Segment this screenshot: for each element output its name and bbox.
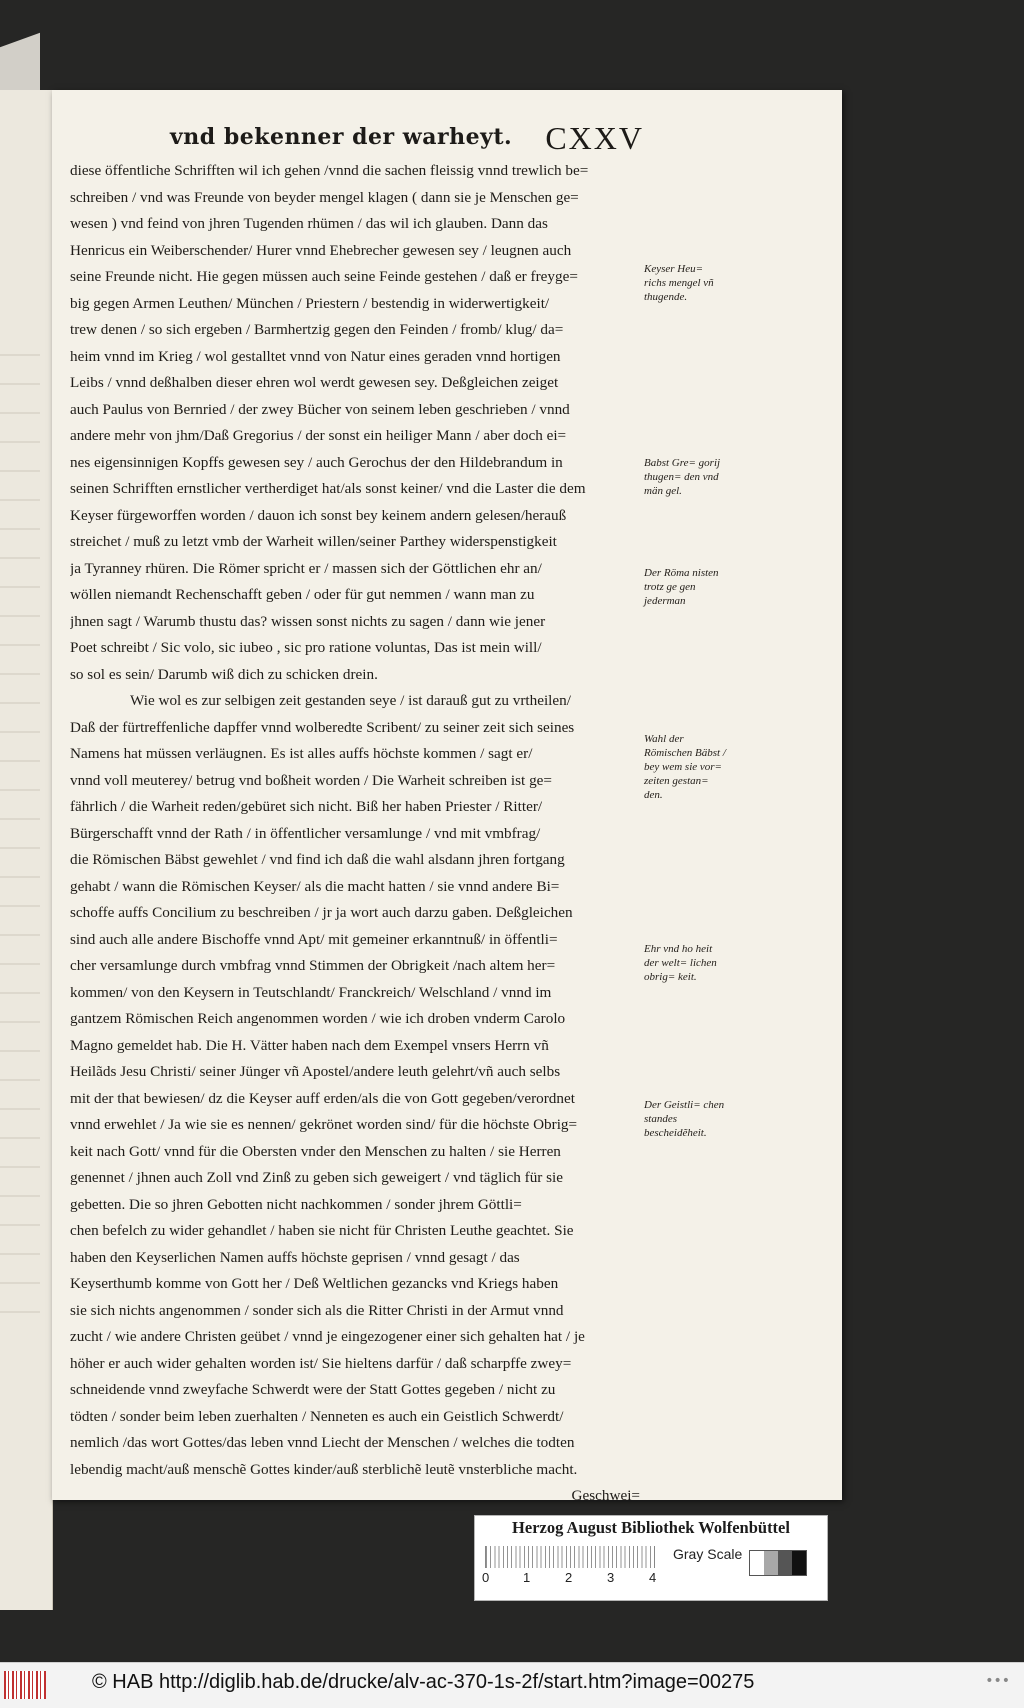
margin-note: Der Röma nisten trotz ge gen jederman — [644, 567, 719, 607]
text-line: so sol es sein/ Darumb wiß dich zu schicken drein. — [70, 665, 378, 683]
text-line: Namens hat müssen verläugnen. Es ist alles auffs höchste kommen / sagt er/ — [70, 745, 533, 762]
library-name: Herzog August Bibliothek Wolfenbüttel — [512, 1518, 790, 1537]
copyright-link[interactable]: © HAB http://diglib.hab.de/drucke/alv-ac-370-1s-2f/start.htm?image=00275 — [92, 1671, 755, 1693]
more-icon[interactable]: ••• — [985, 1673, 1010, 1689]
text-line: andere mehr von jhm/Daß Gregorius / der sonst ein heiliger Mann / aber doch ei= — [70, 427, 567, 444]
text-line: tödten / sonder beim leben zuerhalten / Nenneten es auch ein Geistlich Schwerdt/ — [70, 1407, 564, 1425]
previous-page — [0, 90, 53, 1610]
text-line: Leibs / vnnd deßhalben dieser ehren wol werdt gewesen sey. Deßgleichen zeiget — [70, 374, 559, 391]
text-line: mit der that bewiesen/ dz die Keyser auff erden/als die von Gott gegeben/verordnet — [70, 1089, 575, 1107]
text-line: sie sich nichts angenommen / sonder sich als die Ritter Christi in der Armut vnnd — [70, 1301, 564, 1319]
text-line: seine Freunde nicht. Hie gegen müssen auch seine Feinde gestehen / daß er freyge= — [70, 268, 578, 285]
hab-logo-icon — [4, 1671, 46, 1699]
text-line: keit nach Gott/ vnnd für die Obersten vnder den Menschen zu halten / sie Herren — [70, 1142, 561, 1160]
text-line: Geschwei= — [571, 1487, 640, 1504]
text-line: vnnd erwehlet / Ja wie sie es nennen/ gekrönet worden sind/ für die höchste Obrig= — [70, 1116, 578, 1133]
folio-number: CXXV — [545, 120, 644, 156]
text-line: gebetten. Die so jhren Gebotten nicht nachkommen / sonder jhrem Göttli= — [70, 1195, 522, 1213]
text-line: Bürgerschafft vnnd der Rath / in öffentlicher versamlunge / vnd mit vmbfrag/ — [70, 824, 541, 842]
text-line: nes eigensinnigen Kopffs gewesen sey / auch Gerochus der den Hildebrandum in — [70, 453, 563, 471]
margin-note: Ehr vnd ho heit der welt= lichen obrig= keit. — [644, 943, 717, 983]
text-line: Wie wol es zur selbigen zeit gestanden seye / ist darauß gut zu vrtheilen/ — [130, 692, 571, 709]
text-line: Henricus ein Weiberschender/ Hurer vnnd Ehebrecher gewesen sey / leugnen auch — [70, 241, 572, 259]
body-text — [70, 158, 640, 1510]
text-line: wöllen niemandt Rechenschafft geben / oder für gut nemmen / wann man zu — [70, 586, 535, 603]
gray-swatch — [778, 1551, 792, 1575]
previous-page-bleed-text — [0, 340, 40, 1320]
text-line: haben den Keyserlichen Namen auffs höchste geprisen / vnnd gesagt / das — [70, 1248, 520, 1266]
text-line: schoffe auffs Concilium zu beschreiben / jr ja wort auch darzu gaben. Deßgleichen — [70, 904, 573, 921]
text-line: Poet schreibt / Sic volo, sic iubeo , sic pro ratione voluntas, Das ist mein will/ — [70, 639, 542, 656]
color-reference-card — [474, 1515, 828, 1601]
text-line: trew denen / so sich ergeben / Barmhertzig gegen den Feinden / fromb/ klug/ da= — [70, 321, 564, 338]
text-line: nemlich /das wort Gottes/das leben vnnd Liecht der Menschen / welches die todten — [70, 1434, 575, 1451]
text-line: gehabt / wann die Römischen Keyser/ als die macht hatten / sie vnnd andere Bi= — [70, 877, 560, 895]
text-line: vnnd voll meuterey/ betrug vnd boßheit worden / Die Warheit schreiben ist ge= — [70, 771, 552, 789]
gray-swatch — [750, 1551, 764, 1575]
text-line: cher versamlunge durch vmbfrag vnnd Stimmen der Obrigkeit /nach altem her= — [70, 957, 556, 974]
text-line: zucht / wie andere Christen geübet / vnnd je eingezogener einer sich gehalten hat / je — [70, 1328, 585, 1345]
ruler-number: 0 — [482, 1570, 490, 1585]
text-line: seinen Schrifften ernstlicher vertherdiget hat/als sonst keiner/ vnd die Laster die dem — [70, 480, 586, 497]
text-line: Daß der fürtreffenliche dapffer vnnd wolberedte Scribent/ zu seiner zeit sich seines — [70, 718, 575, 736]
text-line: Keyserthumb komme von Gott her / Deß Weltlichen gezancks vnd Kriegs haben — [70, 1275, 559, 1292]
text-line: jhnen sagt / Warumb thustu das? wissen sonst nichts zu sagen / dann wie jener — [70, 612, 546, 630]
ruler-number: 4 — [649, 1570, 657, 1585]
gray-swatch — [764, 1551, 778, 1575]
text-line: die Römischen Bäbst gewehlet / vnd find ich daß die wahl alsdann jhren fortgang — [70, 851, 565, 868]
text-line: heim vnnd im Krieg / wol gestalltet vnnd von Natur eines geraden vnnd hortigen — [70, 347, 561, 365]
text-line: schreiben / vnd was Freunde von beyder mengel klagen ( dann sie je Menschen ge= — [70, 188, 579, 206]
text-line: Magno gemeldet hab. Die H. Vätter haben nach dem Exempel vnsers Herrn vñ — [70, 1036, 549, 1054]
text-line: schneidende vnnd zweyfache Schwerdt were der Statt Gottes gegeben / nicht zu — [70, 1381, 556, 1398]
ruler-number: 3 — [607, 1570, 615, 1585]
gray-swatch — [792, 1551, 806, 1575]
text-line: big gegen Armen Leuthen/ München / Priestern / bestendig in widerwertigkeit/ — [70, 294, 550, 312]
text-line: diese öffentliche Schrifften wil ich gehen /vnnd die sachen fleissig vnnd trewlich be= — [70, 162, 589, 179]
gray-scale-label: Gray Scale — [673, 1546, 743, 1562]
text-line: auch Paulus von Bernried / der zwey Bücher von seinem leben geschrieben / vnnd — [70, 400, 570, 418]
margin-note: Keyser Heu= richs mengel vñ thugende. — [644, 263, 714, 303]
ruler-number: 2 — [565, 1570, 573, 1585]
footer-bar — [0, 1662, 1024, 1708]
text-line: gantzem Römischen Reich angenommen worden / wie ich droben vnderm Carolo — [70, 1010, 566, 1027]
margin-note: Babst Gre= gorij thugen= den vnd män gel. — [644, 457, 721, 497]
text-line: lebendig macht/auß menschẽ Gottes kinder/auß sterblichẽ leutẽ vnsterbliche macht. — [70, 1460, 578, 1478]
text-line: fährlich / die Warheit reden/gebüret sich nicht. Biß her haben Priester / Ritter/ — [70, 798, 543, 815]
page-header — [118, 120, 644, 160]
gray-scale-swatches — [749, 1550, 807, 1576]
text-line: chen befelch zu wider gehandlet / haben sie nicht für Christen Leuthe geachtet. Sie — [70, 1222, 574, 1239]
ruler-numbers — [482, 1570, 665, 1590]
text-line: wesen ) vnd feind von jhren Tugenden rhümen / das wil ich glauben. Dann das — [70, 215, 548, 232]
running-head: vnd bekenner der warheyt. — [170, 124, 513, 150]
ruler-number: 1 — [523, 1570, 531, 1585]
margin-note: Wahl der Römischen Bäbst / bey wem sie vor= zeiten gestan= den. — [644, 733, 726, 801]
scale-ruler — [482, 1546, 657, 1585]
text-line: Heilãds Jesu Christi/ seiner Jünger vñ Apostel/andere leuth gelehrt/vñ auch selbs — [70, 1063, 561, 1080]
text-line: höher er auch wider gehalten worden ist/ Sie hieltens darfür / daß scharpffe zwey= — [70, 1354, 572, 1372]
text-line: Keyser fürgeworffen worden / dauon ich sonst bey keinem andern gelesen/herauß — [70, 506, 567, 524]
text-line: genennet / jhnen auch Zoll vnd Zinß zu geben sich geweigert / vnd täglich für sie — [70, 1169, 564, 1186]
text-line: sind auch alle andere Bischoffe vnnd Apt/ mit gemeiner erkanntnuß/ in öffentli= — [70, 930, 558, 948]
margin-note: Der Geistli= chen standes bescheidẽheit. — [644, 1099, 725, 1139]
text-line: streichet / muß zu letzt vmb der Warheit willen/seiner Parthey widerspenstigkeit — [70, 533, 557, 550]
ruler-ticks — [485, 1546, 655, 1568]
text-line: kommen/ von den Keysern in Teutschlandt/ Franckreich/ Welschland / vnnd im — [70, 983, 552, 1001]
text-line: ja Tyranney rhüren. Die Römer spricht er / massen sich der Göttlichen ehr an/ — [70, 559, 542, 577]
